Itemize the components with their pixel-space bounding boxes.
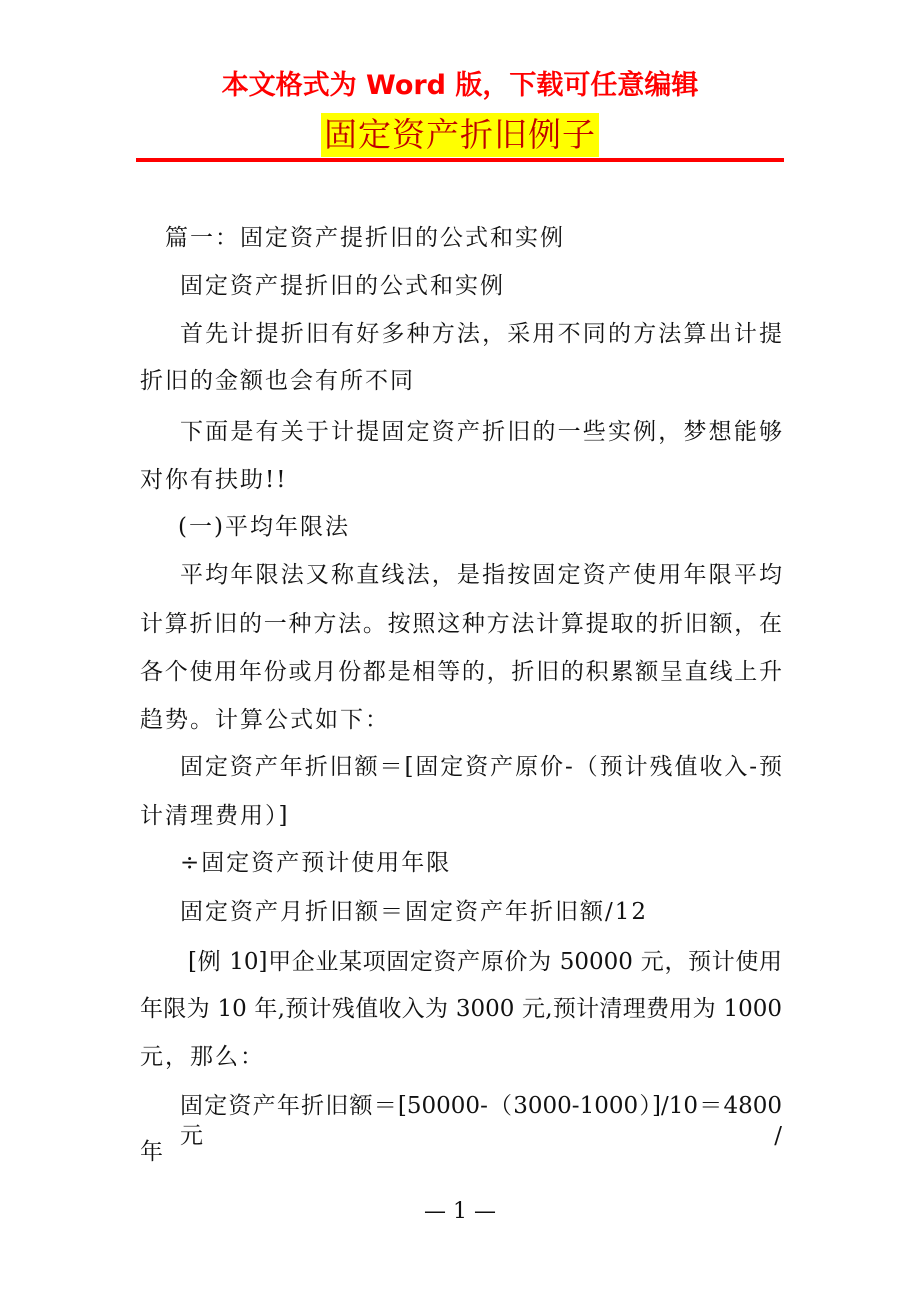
text-line: 固定资产年折旧额＝[50000-（3000-1000）]/10＝4800 元/ xyxy=(180,1093,782,1149)
text-line: [例 10]甲企业某项固定资产原价为 50000 元，预计使用 xyxy=(188,949,782,975)
page-number: — 1 — xyxy=(424,1199,496,1224)
text-line: 固定资产年折旧额＝[固定资产原价-（预计残值收入-预 xyxy=(180,754,782,780)
text-line: 计算折旧的一种方法。按照这种方法计算提取的折旧额，在 xyxy=(140,611,782,637)
text-line: 下面是有关于计提固定资产折旧的一些实例，梦想能够 xyxy=(180,419,782,445)
text-line: 各个使用年份或月份都是相等的，折旧的积累额呈直线上升 xyxy=(140,659,782,685)
edit-notice-banner: 本文格式为 Word 版，下载可任意编辑 xyxy=(221,70,699,101)
text-line: ÷固定资产预计使用年限 xyxy=(180,850,452,876)
text-line: 计清理费用）] xyxy=(140,803,290,829)
text-line: 趋势。计算公式如下： xyxy=(140,707,390,733)
title-wrap xyxy=(0,113,920,157)
text-line: 元，那么： xyxy=(140,1044,265,1070)
text-line: (一)平均年限法 xyxy=(178,514,350,540)
text-line: 篇一：固定资产提折旧的公式和实例 xyxy=(165,225,565,251)
text-line: 折旧的金额也会有所不同 xyxy=(140,368,415,394)
text-line: 年限为 10 年,预计残值收入为 3000 元,预计清理费用为 1000 xyxy=(140,996,782,1022)
text-line: 平均年限法又称直线法，是指按固定资产使用年限平均 xyxy=(180,562,782,588)
text-line: 固定资产月折旧额＝固定资产年折旧额/12 xyxy=(180,899,649,925)
title-divider xyxy=(136,158,784,162)
text-line: 首先计提折旧有好多种方法，采用不同的方法算出计提 xyxy=(180,321,782,347)
document-title: 固定资产折旧例子 xyxy=(321,113,599,157)
text-line: 年 xyxy=(140,1139,165,1165)
text-line: 对你有扶助!! xyxy=(140,467,288,493)
text-line: 固定资产提折旧的公式和实例 xyxy=(180,273,505,299)
